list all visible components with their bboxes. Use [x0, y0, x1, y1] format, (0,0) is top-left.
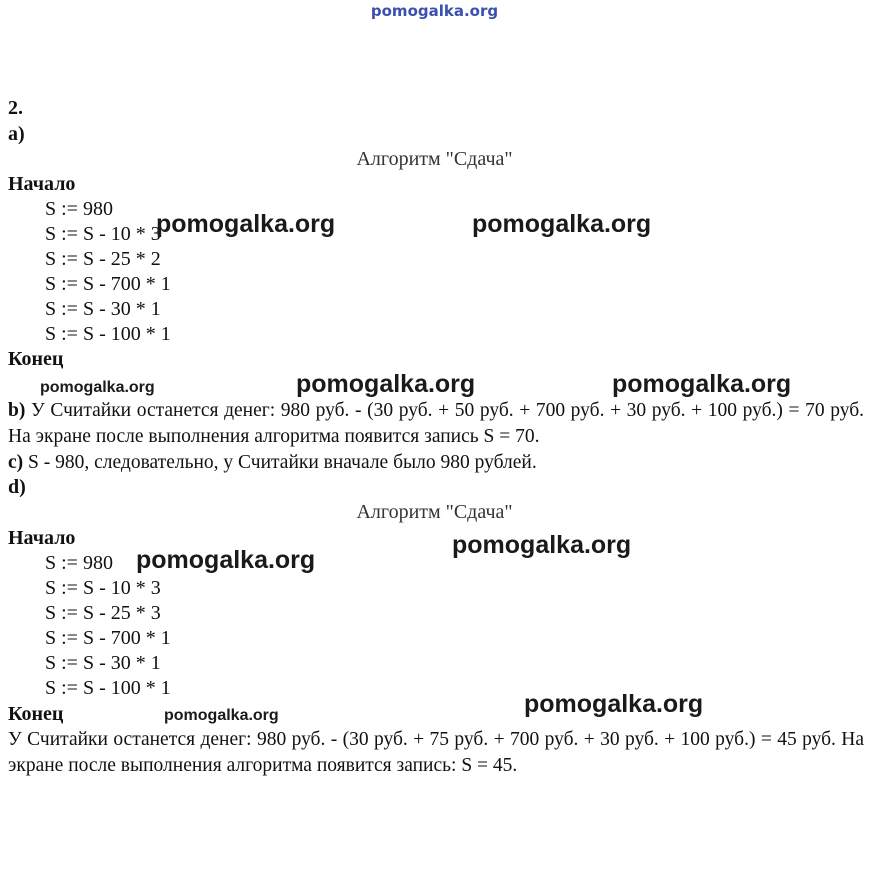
watermark: pomogalka.org	[296, 370, 476, 398]
watermark: pomogalka.org	[612, 370, 792, 398]
part-d-code-line: S := S - 25 * 3	[45, 602, 161, 624]
task-number: 2.	[8, 97, 23, 119]
part-b-paragraph	[8, 398, 864, 450]
watermark: pomogalka.org	[156, 210, 336, 238]
part-d-title: Алгоритм "Сдача"	[356, 501, 513, 523]
part-c-label: c)	[8, 452, 24, 473]
part-d-begin: Начало	[8, 527, 76, 549]
part-d-code-line: S := S - 30 * 1	[45, 652, 161, 674]
part-d-code-line: S := S - 10 * 3	[45, 577, 161, 599]
part-a-code-line: S := S - 30 * 1	[45, 298, 161, 320]
watermark: pomogalka.org	[472, 210, 652, 238]
watermark: pomogalka.org	[524, 690, 704, 718]
part-a-code-line: S := S - 100 * 1	[45, 323, 171, 345]
part-a-code-line: S := S - 10 * 3	[45, 223, 161, 245]
part-c-text: S - 980, следовательно, у Считайки вначале было 980 рублей.	[28, 452, 537, 473]
part-d-result: У Считайки останется денег: 980 руб. - (30 руб. + 75 руб. + 700 руб. + 30 руб. + 100 руб.) = 45 руб. На экране после выполнения алгоритма появится запись: S = 45.	[8, 729, 864, 776]
part-a-label: a)	[8, 123, 25, 145]
watermark: pomogalka.org	[40, 379, 155, 396]
part-c-paragraph	[8, 450, 864, 476]
part-d-code-line: S := S - 700 * 1	[45, 627, 171, 649]
part-b-text: У Считайки останется денег: 980 руб. - (30 руб. + 50 руб. + 700 руб. + 30 руб. + 100 руб.) = 70 руб. На экране после выполнения алгоритма появится запись S = 70.	[8, 400, 864, 447]
part-a-begin: Начало	[8, 173, 76, 195]
part-a-code-line: S := S - 700 * 1	[45, 273, 171, 295]
part-a-end: Конец	[8, 348, 64, 370]
part-a-code-line: S := 980	[45, 198, 113, 220]
watermark: pomogalka.org	[164, 707, 279, 724]
site-header-link[interactable]: pomogalka.org	[370, 2, 499, 20]
part-d-code-line: S := S - 100 * 1	[45, 677, 171, 699]
watermark: pomogalka.org	[452, 531, 632, 559]
part-d-label: d)	[8, 476, 26, 498]
part-d-code-line: S := 980	[45, 552, 113, 574]
part-d-end: Конец	[8, 703, 64, 725]
watermark: pomogalka.org	[136, 546, 316, 574]
part-a-code-line: S := S - 25 * 2	[45, 248, 161, 270]
part-b-label: b)	[8, 400, 26, 421]
part-a-title: Алгоритм "Сдача"	[356, 148, 513, 170]
